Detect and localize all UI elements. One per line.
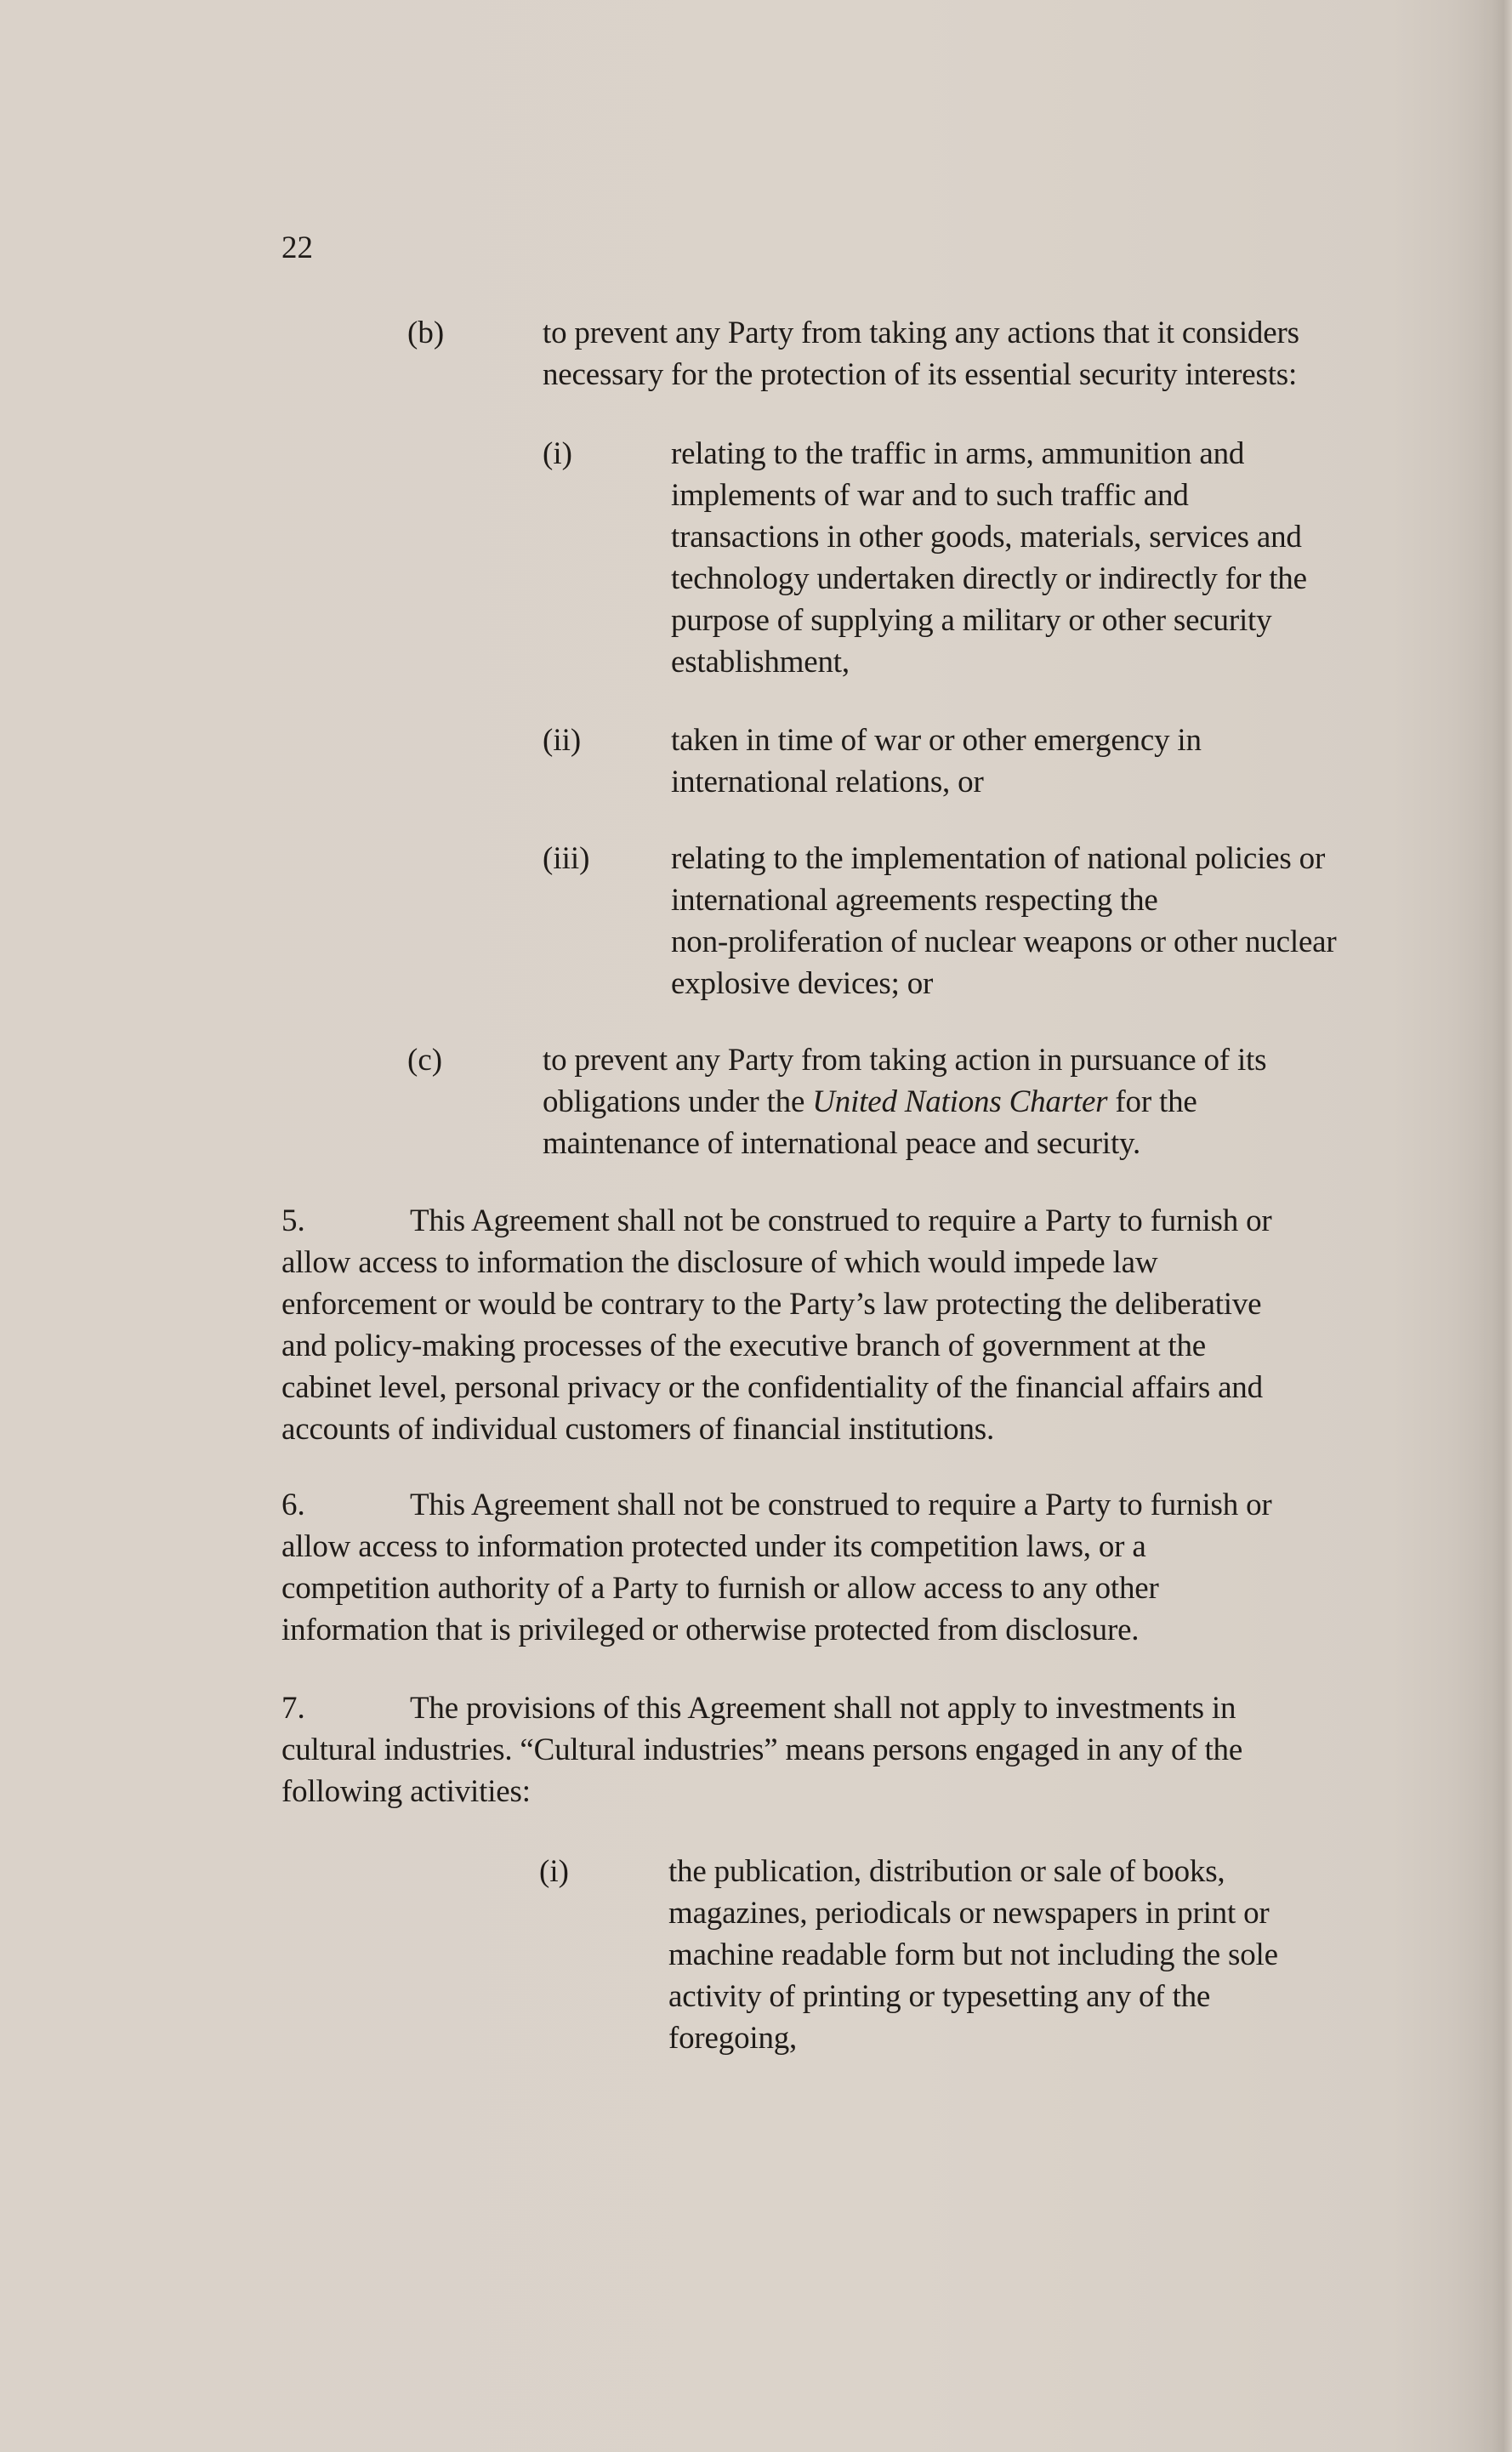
subparagraph-b-line-1: to prevent any Party from taking any actions that it considers	[543, 316, 1299, 350]
paragraph-5-line-1: This Agreement shall not be construed to require a Party to furnish or	[410, 1203, 1272, 1238]
item-7-i-line-1: the publication, distribution or sale of books,	[668, 1854, 1225, 1889]
item-i-line-5: purpose of supplying a military or other security	[671, 603, 1272, 638]
subparagraph-c-line-1: to prevent any Party from taking action in pursuance of its	[543, 1043, 1267, 1078]
paragraph-5-line-5: cabinet level, personal privacy or the confidentiality of the financial affairs and	[281, 1370, 1263, 1405]
item-7-i-line-4: activity of printing or typesetting any of the	[668, 1979, 1211, 2014]
item-i-label: (i)	[543, 436, 572, 471]
item-7-i-label: (i)	[539, 1854, 569, 1889]
item-7-i-line-5: foregoing,	[668, 2021, 798, 2056]
item-i-line-3: transactions in other goods, materials, services and	[671, 520, 1302, 555]
item-iii-line-1: relating to the implementation of national policies or	[671, 841, 1326, 876]
subparagraph-c-line-3: maintenance of international peace and security.	[543, 1126, 1140, 1161]
item-iii-line-4: explosive devices; or	[671, 966, 934, 1001]
item-7-i-line-2: magazines, periodicals or newspapers in print or	[668, 1896, 1270, 1931]
subparagraph-c-line-2-post: for the	[1107, 1084, 1197, 1119]
paragraph-5-line-3: enforcement or would be contrary to the Party’s law protecting the deliberative	[281, 1287, 1262, 1322]
subparagraph-b-label: (b)	[407, 316, 445, 350]
paragraph-7-number: 7.	[281, 1691, 305, 1726]
item-i-line-2: implements of war and to such traffic and	[671, 478, 1189, 513]
item-i-line-6: establishment,	[671, 645, 850, 680]
paragraph-7-line-3: following activities:	[281, 1774, 531, 1809]
subparagraph-c-label: (c)	[407, 1043, 443, 1078]
subparagraph-c-line-2	[543, 1081, 1197, 1123]
item-i-line-4: technology undertaken directly or indirectly for the	[671, 561, 1307, 596]
item-iii-line-3: non-proliferation of nuclear weapons or other nuclear	[671, 924, 1337, 959]
subparagraph-c-line-2-pre: obligations under the	[543, 1084, 813, 1119]
paragraph-6-line-1: This Agreement shall not be construed to require a Party to furnish or	[410, 1488, 1272, 1522]
paragraph-6-line-2: allow access to information protected under its competition laws, or a	[281, 1529, 1146, 1564]
item-ii-line-2: international relations, or	[671, 765, 984, 799]
paragraph-6-number: 6.	[281, 1488, 305, 1522]
un-charter-title: United Nations Charter	[812, 1084, 1108, 1119]
subparagraph-b-line-2: necessary for the protection of its essential security interests:	[543, 357, 1298, 392]
item-iii-line-2: international agreements respecting the	[671, 883, 1158, 918]
paragraph-5-line-2: allow access to information the disclosure of which would impede law	[281, 1245, 1158, 1280]
item-ii-label: (ii)	[543, 723, 582, 758]
item-i-line-1: relating to the traffic in arms, ammunition and	[671, 436, 1245, 471]
paragraph-6-line-4: information that is privileged or otherwise protected from disclosure.	[281, 1613, 1140, 1647]
paragraph-7-line-1: The provisions of this Agreement shall not apply to investments in	[410, 1691, 1236, 1726]
paragraph-5-number: 5.	[281, 1203, 305, 1238]
paragraph-5-line-4: and policy-making processes of the executive branch of government at the	[281, 1328, 1206, 1363]
page-number: 22	[281, 230, 313, 265]
item-iii-label: (iii)	[543, 841, 590, 876]
page-binding-edge	[1478, 0, 1512, 2452]
item-7-i-line-3: machine readable form but not including the sole	[668, 1937, 1278, 1972]
paragraph-6-line-3: competition authority of a Party to furnish or allow access to any other	[281, 1571, 1159, 1606]
item-ii-line-1: taken in time of war or other emergency in	[671, 723, 1202, 758]
paragraph-7-line-2: cultural industries. “Cultural industries” means persons engaged in any of the	[281, 1732, 1243, 1767]
paragraph-5-line-6: accounts of individual customers of financial institutions.	[281, 1412, 995, 1447]
